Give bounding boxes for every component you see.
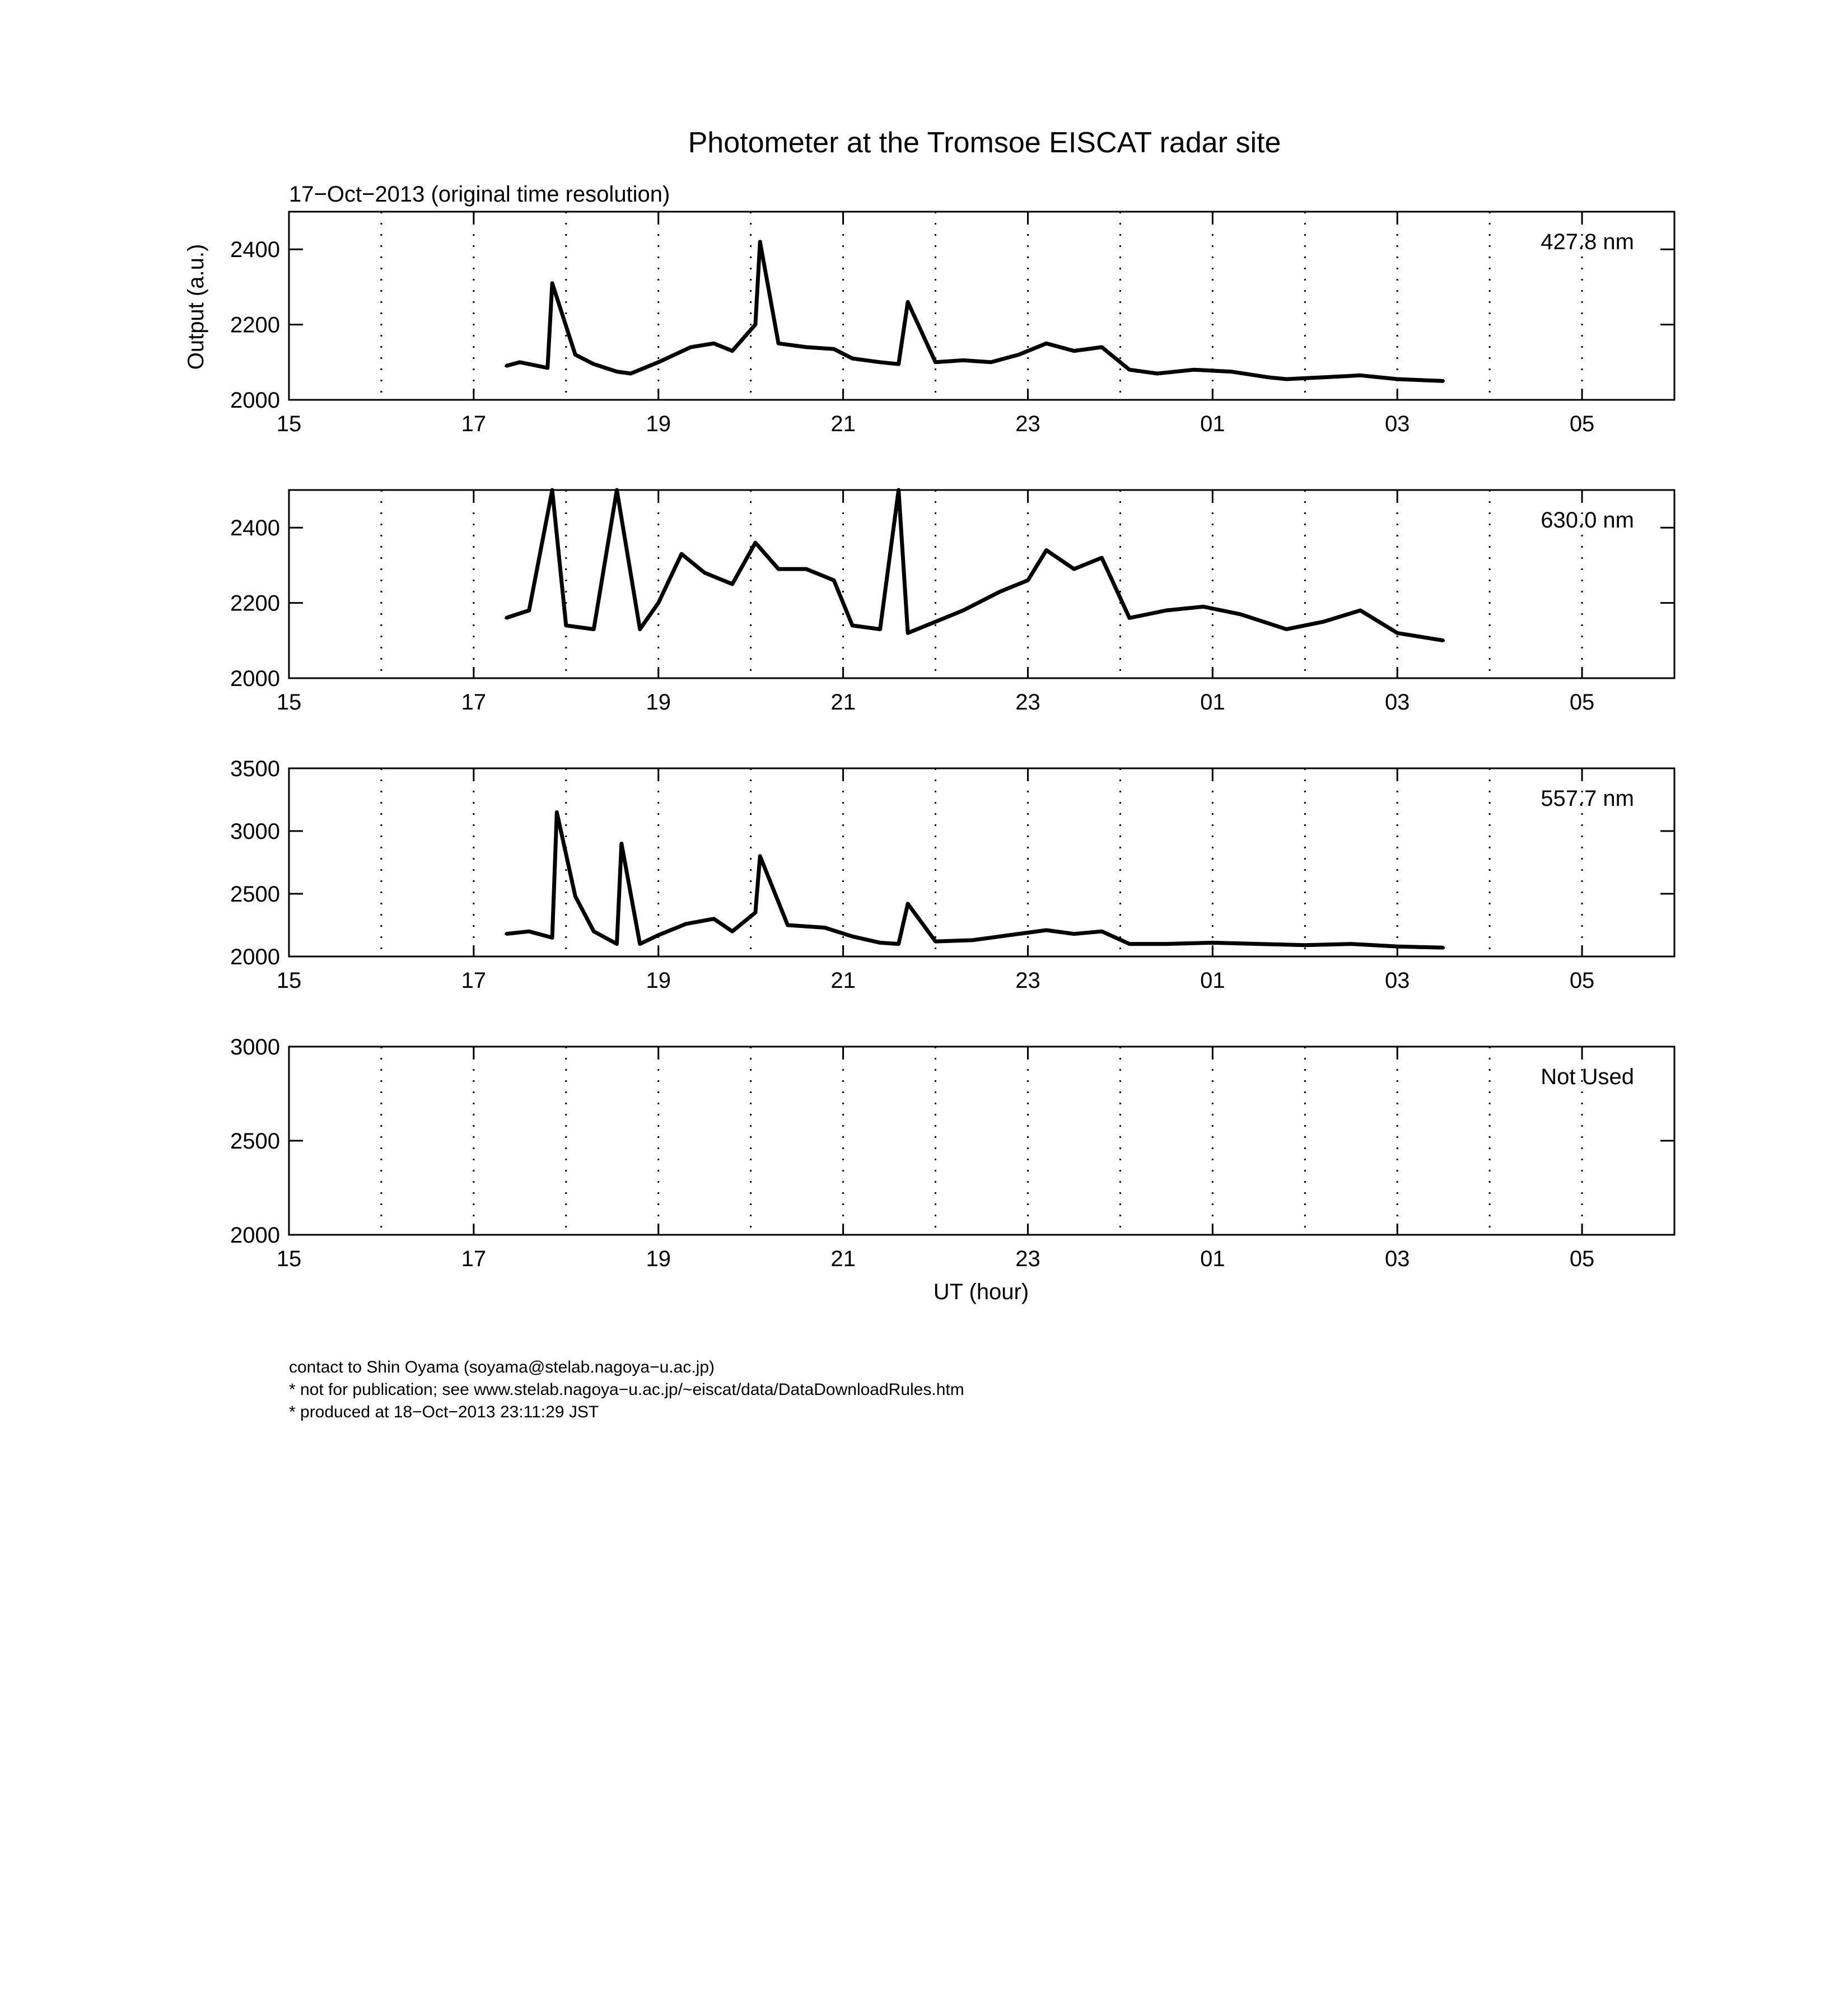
data-point [1128,942,1131,945]
data-point [962,609,965,612]
data-point [564,624,567,627]
data-point [990,361,992,363]
data-point [1202,605,1205,608]
data-point [1017,353,1020,356]
series-label: 427.8 nm [1541,230,1634,254]
x-tick-label: 03 [1384,412,1410,436]
data-point [879,628,881,631]
x-tick-label: 23 [1015,690,1040,715]
y-tick-label: 2200 [230,312,280,338]
chart-panel-4 [230,1035,1674,1271]
data-point [592,930,595,933]
plot-frame [289,212,1674,400]
data-point [638,628,641,631]
y-tick-label: 2400 [230,237,280,263]
x-tick-label: 03 [1384,1247,1410,1271]
x-tick-label: 19 [646,968,671,993]
data-point [1100,346,1103,348]
data-point [759,240,762,243]
data-point [731,583,734,586]
data-point [759,855,762,857]
x-tick-label: 23 [1015,968,1040,993]
data-point [907,632,909,634]
data-point [1100,556,1103,559]
data-point [1193,368,1196,371]
data-point [805,346,808,348]
data-point [519,361,521,363]
y-tick-label: 2200 [230,591,280,616]
data-point [851,357,854,360]
data-point [528,930,530,933]
data-point [1442,946,1445,949]
data-point [851,935,854,938]
y-tick-label: 2000 [230,666,280,691]
data-point [712,917,715,920]
x-tick-label: 19 [646,690,671,715]
data-point [615,489,618,492]
x-tick-label: 17 [461,1247,487,1271]
series-label: 557.7 nm [1541,786,1634,811]
data-point [1045,549,1048,552]
data-point [629,372,632,375]
x-tick-label: 17 [461,968,487,993]
data-point [998,590,1001,593]
data-point [574,895,577,898]
y-tick-label: 2500 [230,882,280,907]
x-tick-label: 19 [646,412,671,436]
data-point [1072,349,1075,352]
data-point [1165,942,1168,945]
y-tick-label: 2000 [230,388,280,413]
data-point [505,365,507,367]
x-tick-label: 05 [1569,412,1595,436]
x-tick-label: 17 [461,412,487,436]
data-point [777,568,780,571]
series-label: Not Used [1541,1065,1634,1089]
data-point [1072,568,1075,571]
plot-frame [289,1047,1674,1235]
x-tick-label: 23 [1015,1247,1040,1271]
data-point [1100,930,1103,933]
data-point [689,346,692,348]
data-point [962,359,965,362]
footer-contact: contact to Shin Oyama (soyama@stelab.nagoya−u.ac.jp) [289,1358,715,1376]
y-tick-label: 2000 [230,945,280,969]
plot-frame [289,768,1674,956]
data-point [1257,942,1260,945]
data-point [1396,945,1399,948]
data-point [1285,378,1288,381]
data-point [556,811,558,814]
data-point [731,349,734,352]
x-tick-label: 05 [1569,968,1595,993]
data-point [833,348,836,351]
data-point [657,601,660,604]
data-point [592,628,595,631]
data-point [1359,609,1362,612]
data-series-line [506,812,1444,948]
x-tick-label: 15 [276,1247,302,1271]
data-point [1045,928,1048,931]
chart-panel-1 [230,212,1674,436]
data-point [638,942,641,945]
data-point [731,930,734,933]
figure-subtitle: 17−Oct−2013 (original time resolution) [289,182,670,207]
footer-produced-at: * produced at 18−Oct−2013 23:11:29 JST [289,1403,599,1421]
data-point [1008,934,1011,936]
chart-panel-2 [230,489,1674,715]
data-point [823,926,826,929]
data-point [551,936,554,939]
data-point [657,361,660,363]
y-tick-label: 2500 [230,1129,280,1154]
chart-panel-3 [230,757,1674,993]
data-point [1322,620,1325,623]
data-point [703,571,706,574]
x-tick-label: 01 [1200,1247,1225,1271]
data-point [897,942,900,945]
data-point [1304,944,1306,946]
data-point [1285,628,1288,631]
y-axis-label: Output (a.u.) [184,244,208,370]
data-point [528,609,530,612]
x-tick-label: 19 [646,1247,671,1271]
data-point [1322,376,1325,379]
x-tick-label: 21 [830,968,856,993]
data-point [934,620,937,623]
x-tick-label: 05 [1569,1247,1595,1271]
data-point [574,353,577,356]
data-point [897,363,900,366]
data-point [1442,639,1445,642]
data-point [1267,376,1270,379]
chart-panels [230,212,1674,1271]
data-point [1128,617,1131,619]
data-point [615,370,618,373]
figure-title: Photometer at the Tromsoe EISCAT radar site [688,127,1281,159]
data-point [551,489,554,492]
data-point [1165,609,1168,612]
data-point [777,342,780,345]
x-tick-label: 15 [276,968,302,993]
x-tick-label: 21 [830,412,856,436]
data-point [1350,942,1352,945]
y-tick-label: 3000 [230,819,280,844]
data-point [615,942,618,945]
data-point [1072,932,1075,935]
data-point [685,922,688,925]
data-point [680,553,683,556]
data-point [546,366,549,369]
data-point [786,924,789,927]
data-point [934,361,937,363]
data-point [907,902,909,905]
x-axis-label: UT (hour) [933,1280,1029,1304]
data-point [1396,632,1399,634]
data-point [657,934,660,936]
x-tick-label: 17 [461,690,487,715]
data-point [897,489,900,492]
data-point [1156,372,1159,375]
data-point [907,301,909,304]
footer-publication-note: * not for publication; see www.stelab.nagoya−u.ac.jp/~eiscat/data/DataDownloadRules.htm [289,1380,964,1399]
data-point [1396,378,1399,381]
data-point [754,911,757,914]
x-tick-label: 03 [1384,968,1410,993]
data-point [1230,370,1233,373]
data-point [971,939,974,941]
data-point [754,323,757,326]
series-label: 630.0 nm [1541,508,1634,533]
y-tick-label: 2000 [230,1223,280,1248]
data-point [754,542,757,544]
data-point [505,932,507,935]
x-tick-label: 03 [1384,690,1410,715]
data-point [851,624,854,627]
x-tick-label: 21 [830,1247,856,1271]
x-tick-label: 01 [1200,968,1225,993]
data-point [934,940,937,943]
data-series-line [506,490,1444,641]
data-point [505,617,507,619]
x-tick-label: 05 [1569,690,1595,715]
y-tick-label: 2400 [230,516,280,541]
data-point [879,941,881,944]
data-point [879,361,881,363]
data-point [712,342,715,345]
data-point [1026,579,1029,582]
data-point [1045,342,1048,345]
data-point [551,282,554,284]
data-point [620,842,623,845]
y-tick-label: 3000 [230,1035,280,1060]
x-tick-label: 21 [830,690,856,715]
data-point [1128,368,1131,371]
x-tick-label: 15 [276,412,302,436]
x-tick-label: 01 [1200,412,1225,436]
x-tick-label: 15 [276,690,302,715]
data-point [1211,941,1214,944]
plot-frame [289,490,1674,678]
data-point [833,579,836,582]
data-point [1442,380,1445,382]
x-tick-label: 01 [1200,690,1225,715]
data-point [1359,374,1362,377]
data-point [805,568,808,571]
data-series-line [506,242,1444,381]
x-tick-label: 23 [1015,412,1040,436]
data-point [592,363,595,366]
data-point [1239,613,1242,615]
y-tick-label: 3500 [230,757,280,781]
